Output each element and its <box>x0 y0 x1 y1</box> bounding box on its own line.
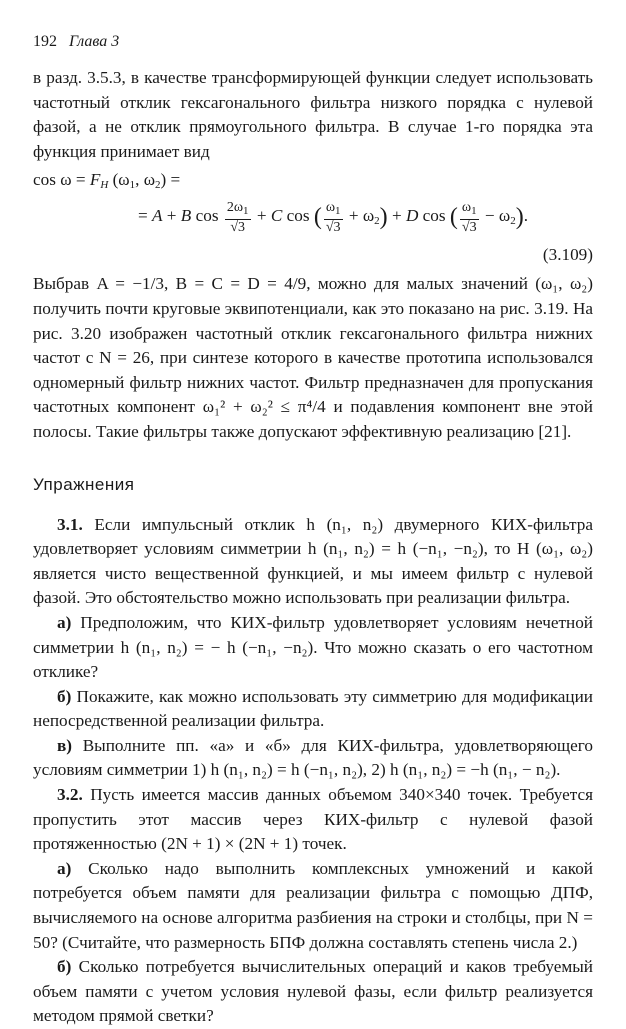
exercise-number: 3.1. <box>57 514 83 534</box>
equation-number: (3.109) <box>542 245 593 265</box>
exercise-3-1 <box>33 513 593 611</box>
paragraph-hexagonal: Выбрав A = −1/3, B = C = D = 4/9, можно для малых значений (ω₁, ω₂) получить почти круговые эквипотенциали, как это показано на рис. 3.19. На рис. 3.20 изображен частотный отклик гексагонального фильтра нижних частот с N = 26, при синтезе которого в качестве прототипа использовался одномерный фильтр нижних частот. Фильтр предназначен для пропускания частотных компонент ω₁² + ω₂² ≤ π⁴/4 и подавления компонент вне этой полосы. Такие фильтры также допускают эффективную реализацию [21]. <box>33 274 593 441</box>
equation-line-1: $\cos \omega = F_H$ ($\omega_1$, $\omega_2$) = <box>33 170 181 192</box>
page-number: 192 <box>33 33 57 50</box>
exercise-text: Пусть имеется массив данных объемом 340×340 точек. Требуется пропустить этот массив через КИХ-фильтр с нулевой фазой протяженностью (2N + 1) × (2N + 1) точек. <box>33 785 594 854</box>
exercise-3-1-a: а) Предположим, что КИХ-фильтр удовлетворяет условиям нечетной симметрии h (n₁, n₂) = − h (−n₁, −n₂). Что можно сказать о его частотном отклике? <box>33 612 594 682</box>
book-page <box>33 30 593 1029</box>
exercise-3-1-c: в) Выполните пп. «а» и «б» для КИХ-фильтра, удовлетворяющего условиям симметрии 1) h (n₁, n₂) = h (−n₁, n₂), 2) h (n₁, n₂) = −h (n₁, − n₂). <box>33 735 593 780</box>
exercise-3-2 <box>33 783 593 857</box>
section-title: Упражнения <box>33 474 135 494</box>
chapter-title: Глава 3 <box>69 33 120 50</box>
exercise-3-1-b: б) Покажите, как можно использовать эту симметрию для модификации непосредственной реализации фильтра. <box>33 686 594 731</box>
running-header <box>33 30 593 54</box>
exercise-3-2-b: б) Сколько потребуется вычислительных операций и каков требуемый объем памяти с учетом условия нулевой фазы, если фильтр реализуется методом прямой светки? <box>33 957 594 1026</box>
paragraph-intro: в разд. 3.5.3, в качестве трансформирующей функции следует использовать частотный отклик гексагонального фильтра низкого порядка с нулевой фазой, а не отклик прямоугольного фильтра. В случае 1-го порядка эта функция принимает вид <box>33 68 593 161</box>
exercise-text: Если импульсный отклик h (n₁, n₂) двумерного КИХ-фильтра удовлетворяет условиям симметрии h (n₁, n₂) = h (−n₁, −n₂), то H (ω₁, ω₂) является чисто вещественной функцией, и мы имеем фильтр с нулевой фазой. Это обстоятельство можно использовать при реализации фильтра. <box>33 514 593 608</box>
exercise-3-2-a: а) Сколько надо выполнить комплексных умножений и какой потребуется объем памяти для реализации фильтра с помощью ДПФ, вычисляемого на основе алгоритма разбиения на строки и столбцы, при N = 50? (Считайте, что размерность БПФ должна составлять степень числа 2.) <box>33 858 593 952</box>
equation-line-2: = A + B cos $\frac{2\omega_1}{√3}$ + C cos ( $\frac{\omega_1}{√3}$ + $\omega_2) + D$ cos ( $\frac{\omega_1}{√3}$ − $\omega_2$). <box>138 199 528 235</box>
fraction: $\frac{2\omega_1}{√3}$ <box>226 199 249 235</box>
exercise-number: 3.2. <box>57 785 83 805</box>
